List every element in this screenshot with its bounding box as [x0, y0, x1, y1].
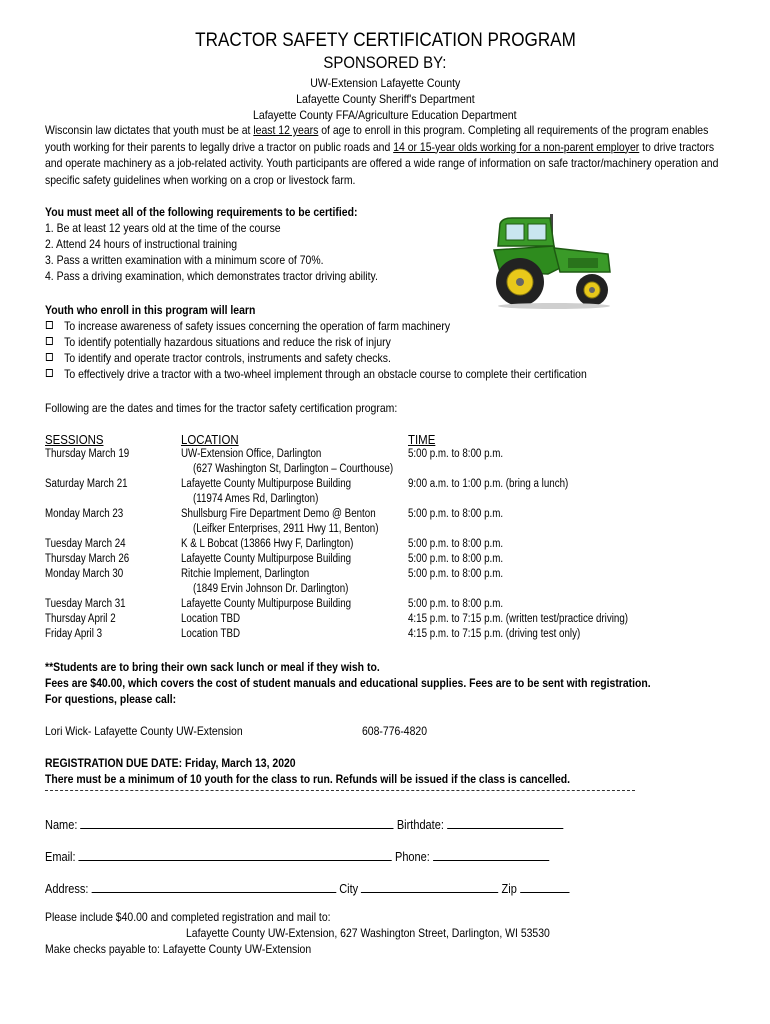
time-cell: 9:00 a.m. to 1:00 p.m. (bring a lunch) [408, 478, 569, 490]
mailing-address: Lafayette County UW-Extension, 627 Washington Street, Darlington, WI 53530 [186, 926, 550, 940]
session-cell: Thursday March 19 [45, 448, 130, 460]
page-subtitle: SPONSORED BY: [323, 53, 447, 72]
time-cell: 5:00 p.m. to 8:00 p.m. [408, 568, 504, 580]
location-cell: UW-Extension Office, Darlington [181, 448, 322, 460]
contact-name: Lori Wick- Lafayette County UW-Extension [45, 724, 243, 738]
requirement-item: 3. Pass a written examination with a minimum score of 70%. [45, 253, 324, 267]
location-cell: Shullsburg Fire Department Demo @ Benton [181, 508, 376, 520]
questions-note: For questions, please call: [45, 692, 177, 706]
name-field[interactable]: Name: Birthdate: [45, 817, 563, 832]
checkbox-icon [46, 337, 53, 345]
intro-paragraph: Wisconsin law dictates that youth must be at least 12 years of age to enroll in this program. Completing all requirements of the program enables youth working for their parents to legally drive a tractor on public roads and 14 or 15-year olds working for a non-parent employer to drive tractors and operate machinery as a job-related activity. Youth participants are offered a wide range of information on safe tractor/machinery operation and specific safety guidelines when working on a crop or livestock farm. [45, 123, 719, 187]
learn-heading: Youth who enroll in this program will learn [45, 303, 256, 317]
time-cell: 5:00 p.m. to 8:00 p.m. [408, 448, 504, 460]
requirement-item: 4. Pass a driving examination, which demonstrates tractor driving ability. [45, 269, 378, 283]
location-cell: Ritchie Implement, Darlington [181, 568, 310, 580]
sponsor-line: UW-Extension Lafayette County [309, 76, 461, 90]
address-field[interactable]: Address: City Zip [45, 881, 569, 896]
location-cell: Lafayette County Multipurpose Building [181, 478, 352, 490]
sessions-header: SESSIONS [45, 432, 104, 447]
requirement-item: 1. Be at least 12 years old at the time of the course [45, 221, 281, 235]
time-cell: 4:15 p.m. to 7:15 p.m. (driving test only) [408, 628, 581, 640]
email-field[interactable]: Email: Phone: [45, 849, 549, 864]
cut-line [45, 790, 635, 791]
location-cell: (627 Washington St, Darlington – Courthouse) [193, 463, 394, 475]
time-header: TIME [408, 432, 436, 447]
session-cell: Saturday March 21 [45, 478, 128, 490]
location-cell: Lafayette County Multipurpose Building [181, 598, 352, 610]
tractor-illustration [490, 210, 618, 310]
location-cell: Location TBD [181, 613, 241, 625]
time-cell: 5:00 p.m. to 8:00 p.m. [408, 553, 504, 565]
minimum-note: There must be a minimum of 10 youth for the class to run. Refunds will be issued if the class is cancelled. [45, 772, 571, 786]
address-blank[interactable] [91, 881, 336, 893]
session-cell: Tuesday March 31 [45, 598, 126, 610]
session-cell: Thursday April 2 [45, 613, 116, 625]
registration-due: REGISTRATION DUE DATE: Friday, March 13, 2020 [45, 756, 296, 770]
page-title: TRACTOR SAFETY CERTIFICATION PROGRAM [194, 30, 576, 51]
learn-item: To increase awareness of safety issues concerning the operation of farm machinery [45, 319, 450, 333]
schedule-intro: Following are the dates and times for the tractor safety certification program: [45, 401, 398, 415]
sponsor-line: Lafayette County FFA/Agriculture Education Department [253, 108, 517, 122]
checkbox-icon [46, 321, 53, 329]
location-cell: (11974 Ames Rd, Darlington) [193, 493, 319, 505]
requirement-item: 2. Attend 24 hours of instructional training [45, 237, 238, 251]
sponsor-line: Lafayette County Sheriff's Department [295, 92, 475, 106]
name-blank[interactable] [80, 817, 393, 829]
location-cell: K & L Bobcat (13866 Hwy F, Darlington) [181, 538, 354, 550]
phone-blank[interactable] [433, 849, 549, 861]
session-cell: Friday April 3 [45, 628, 103, 640]
time-cell: 5:00 p.m. to 8:00 p.m. [408, 508, 504, 520]
requirements-heading: You must meet all of the following requirements to be certified: [45, 205, 358, 219]
fees-note: Fees are $40.00, which covers the cost of student manuals and educational supplies. Fees are to be sent with registration. [45, 676, 651, 690]
session-cell: Monday March 23 [45, 508, 124, 520]
contact-phone: 608-776-4820 [362, 724, 428, 738]
location-cell: (1849 Ervin Johnson Dr. Darlington) [193, 583, 349, 595]
city-blank[interactable] [361, 881, 498, 893]
session-cell: Thursday March 26 [45, 553, 130, 565]
learn-item: To effectively drive a tractor with a two-wheel implement through an obstacle course to complete their certification [45, 367, 587, 381]
tractor-icon [494, 214, 610, 309]
checks-payable: Make checks payable to: Lafayette County UW-Extension [45, 942, 312, 956]
mailing-instructions: Please include $40.00 and completed registration and mail to: [45, 910, 331, 924]
learn-item: To identify potentially hazardous situations and reduce the risk of injury [45, 335, 391, 349]
location-cell: Lafayette County Multipurpose Building [181, 553, 352, 565]
time-cell: 5:00 p.m. to 8:00 p.m. [408, 598, 504, 610]
checkbox-icon [46, 369, 53, 377]
learn-item: To identify and operate tractor controls, instruments and safety checks. [45, 351, 391, 365]
location-header: LOCATION [181, 432, 239, 447]
birthdate-blank[interactable] [447, 817, 563, 829]
zip-blank[interactable] [520, 881, 569, 893]
location-cell: Location TBD [181, 628, 241, 640]
time-cell: 4:15 p.m. to 7:15 p.m. (written test/practice driving) [408, 613, 629, 625]
session-cell: Tuesday March 24 [45, 538, 126, 550]
checkbox-icon [46, 353, 53, 361]
email-blank[interactable] [79, 849, 392, 861]
time-cell: 5:00 p.m. to 8:00 p.m. [408, 538, 504, 550]
session-cell: Monday March 30 [45, 568, 124, 580]
lunch-note: **Students are to bring their own sack lunch or meal if they wish to. [45, 660, 380, 674]
location-cell: (Leifker Enterprises, 2911 Hwy 11, Benton) [193, 523, 379, 535]
